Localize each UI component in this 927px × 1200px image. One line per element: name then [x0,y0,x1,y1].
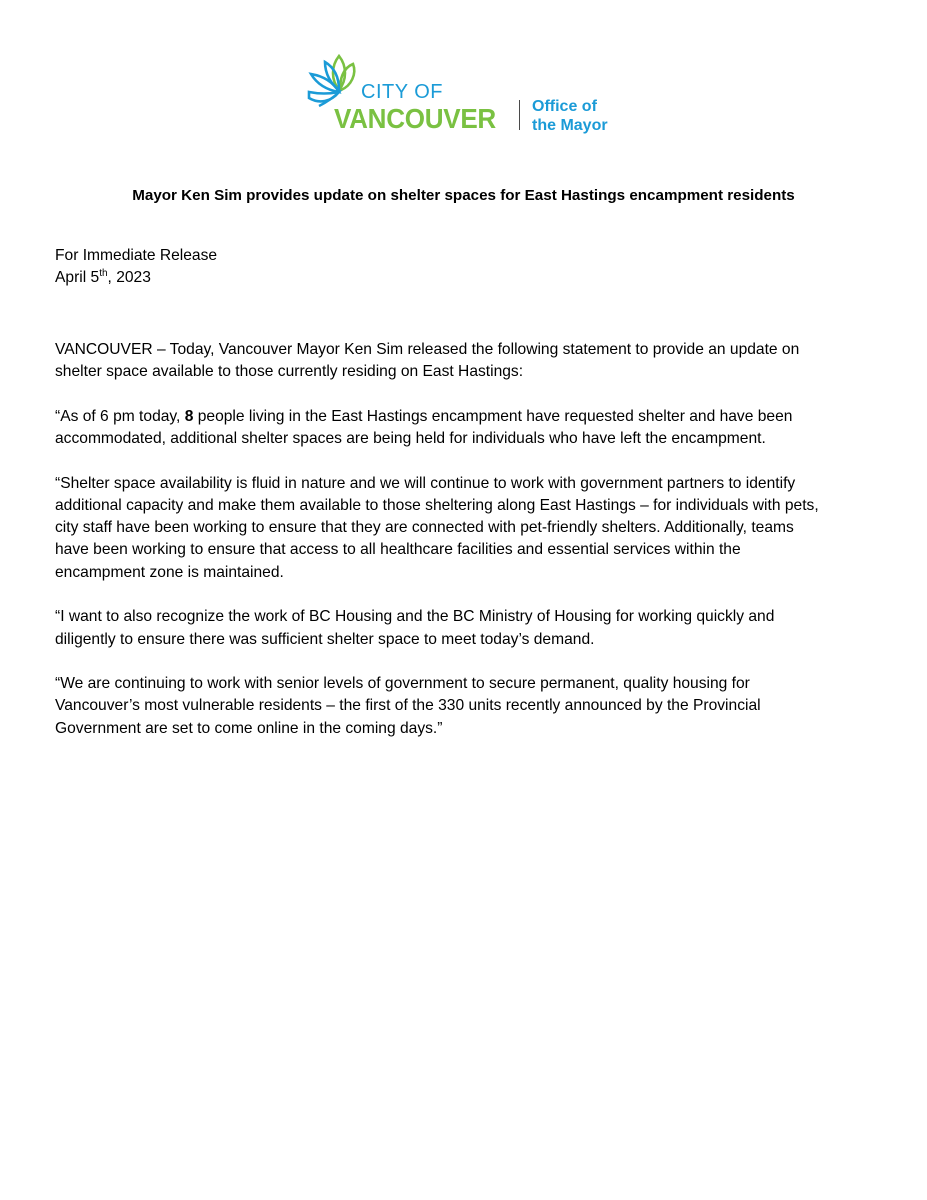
paragraph-line: VANCOUVER – Today, Vancouver Mayor Ken Sim released the following statement to provide an update on [55,341,800,358]
paragraph-line: “I want to also recognize the work of BC Housing and the BC Ministry of Housing for working quickly and [55,608,775,626]
paragraph-line: Vancouver’s most vulnerable residents – the first of the 330 units recently announced by the Provincial [55,697,761,715]
paragraph-line: shelter space available to those currently residing on East Hastings: [55,363,524,381]
paragraph-line: “Shelter space availability is fluid in nature and we will continue to work with government partners to identify [55,474,796,492]
paragraph-line: accommodated, additional shelter spaces are being held for individuals who have left the encampment. [55,430,766,448]
paragraph-text: “As of 6 pm today, [55,407,185,425]
paragraph-line: city staff have been working to ensure that they are connected with pet-friendly shelters. Additionally, teams [55,519,794,537]
logo-vancouver-text: VANCOUVER [334,103,496,134]
paragraph-line [55,408,792,425]
paragraph-shelter-count [55,406,885,450]
paragraph-intro [55,339,885,383]
logo-city-of-text: CITY OF [361,81,444,103]
paragraph-text: people living in the East Hastings encampment have requested shelter and have been [193,407,793,425]
city-of-vancouver-logo [305,52,625,140]
release-date [55,267,885,289]
statement-body [55,339,885,762]
logo-office-line1: Office of [532,98,597,115]
release-date-prefix: April 5 [55,269,100,287]
shelter-count-value: 8 [184,407,194,425]
logo-office-line2: the Mayor [532,117,608,134]
document-title: Mayor Ken Sim provides update on shelter spaces for East Hastings encampment residents [132,187,795,204]
logo-office-of-the-mayor [532,97,608,135]
paragraph-housing [55,673,885,740]
paragraph-line: additional capacity and make them available to those sheltering along East Hastings – for individuals with pets, [55,497,819,515]
paragraph-availability [55,473,885,584]
release-label: For Immediate Release [55,247,218,264]
release-info [55,245,885,289]
paragraph-recognition [55,606,885,650]
paragraph-line: have been working to ensure that access to all healthcare facilities and essential services within the [55,541,741,559]
paragraph-line: “We are continuing to work with senior levels of government to secure permanent, quality housing for [55,675,750,693]
paragraph-line: encampment zone is maintained. [55,563,284,581]
release-date-rest: , 2023 [107,269,151,287]
paragraph-line: Government are set to come online in the coming days.” [55,719,443,737]
release-date-suffix: th [99,268,108,280]
paragraph-line: diligently to ensure there was sufficient shelter space to meet today’s demand. [55,630,595,648]
logo-divider [519,100,520,130]
